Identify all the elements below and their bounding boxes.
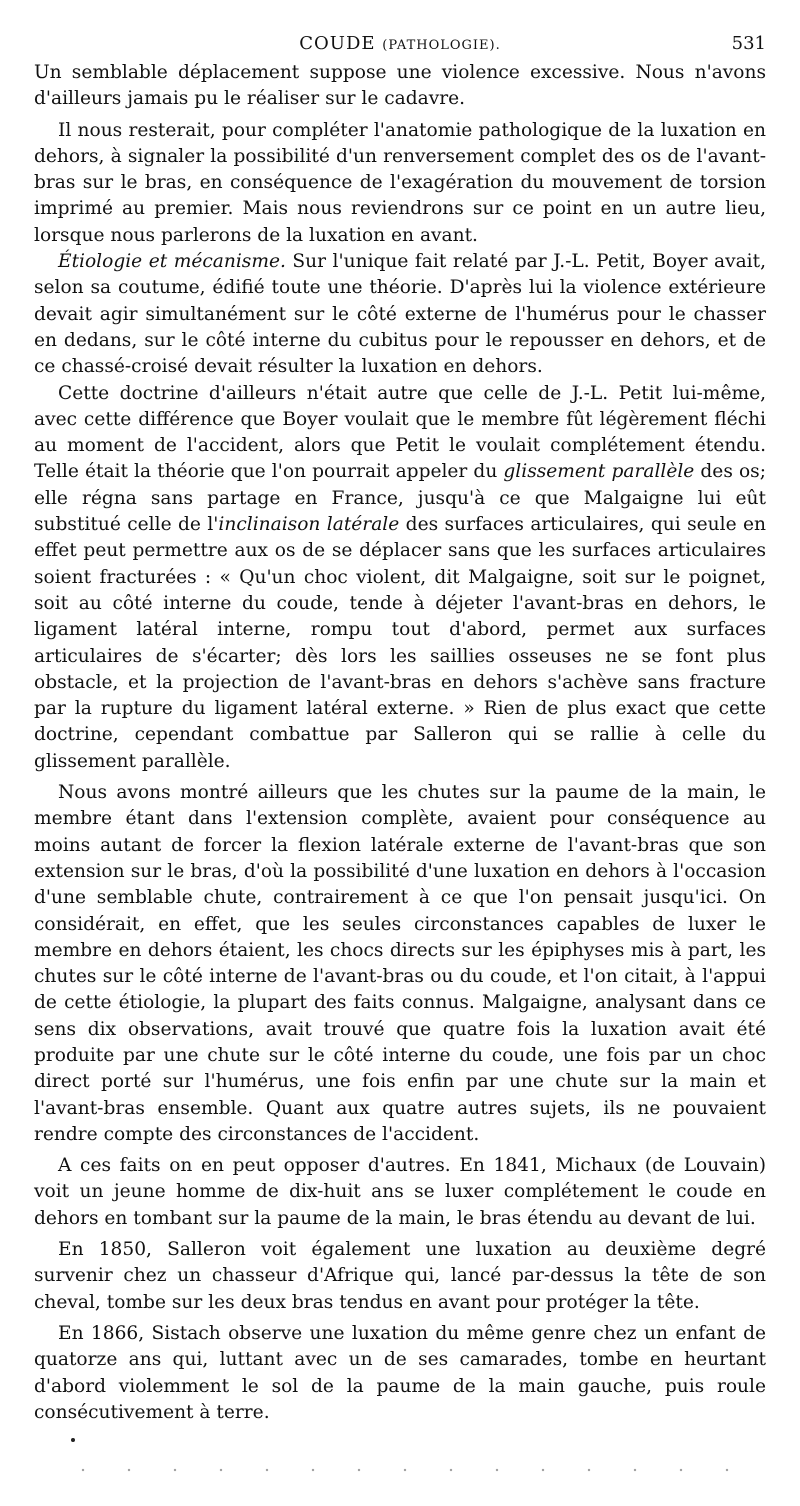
paragraph-8: En 1866, Sistach observe une luxation du même genre chez un enfant de quatorze ans qui, luttant avec un de ses camarades, tombe en heurtant d'abord violemment le sol de la paume de la main gauche, puis roule consécutivement à terre. bbox=[34, 1322, 766, 1423]
running-title bbox=[34, 30, 766, 60]
paragraph-3 bbox=[34, 249, 766, 380]
paragraph-2: Il nous resterait, pour compléter l'anatomie pathologique de la luxation en dehors, à signaler la possibilité d'un renversement complet des os de l'avant-bras sur le bras, en conséquence de l'exagération du mouvement de torsion imprimé au premier. Mais nous reviendrons sur ce point en un autre lieu, lorsque nous parlerons de la luxation en avant. bbox=[34, 119, 766, 246]
term-glissement-parallele: glissement parallèle bbox=[503, 461, 695, 483]
running-title-sub: (PATHOLOGIE). bbox=[382, 38, 501, 53]
running-title-main: COUDE bbox=[299, 33, 376, 54]
paragraph-5: Nous avons montré ailleurs que les chutes sur la paume de la main, le membre étant dans l'extension complète, avaient pour conséquence au moins autant de forcer la flexion latérale externe de l'avant-bras que son extension sur le bras, d'où la possibilité d'une luxation en dehors à l'occasion d'une semblable chute, contrairement à ce que l'on pensait jusqu'ici. On considérait, en effet, que les seules circonstances capables de luxer le membre en dehors étaient, les chocs directs sur les épiphyses mis à part, les chutes sur le côté interne de l'avant-bras ou du coude, et l'on citait, à l'appui de cette étiologie, la plupart des faits connus. Malgaigne, analysant dans ce sens dix observations, avait trouvé que quatre fois la luxation avait été produite par une chute sur le côté interne du coude, une fois par un choc direct porté sur l'humérus, une fois enfin par une chute sur la main et l'avant-bras ensemble. Quant aux quatre autres sujets, ils ne pouvaient rendre compte des circonstances de l'accident. bbox=[34, 782, 766, 1145]
paragraph-1: Un semblable déplacement suppose une violence excessive. Nous n'avons d'ailleurs jamais pu le réaliser sur le cadavre. bbox=[34, 62, 766, 110]
section-heading: Étiologie et mécanisme. bbox=[58, 251, 286, 273]
paragraph-4-part-a: Cette doctrine d'ailleurs n'était autre que celle de J.-L. Petit lui-même, avec cette différence que Boyer voulait que le membre fût légèrement fléchi au moment de l'accident, alors que Petit le voulait complétement étendu. Telle était la théorie que l'on pourrait appeler du bbox=[34, 382, 766, 483]
scan-artifact-dots bbox=[60, 1468, 760, 1472]
running-header bbox=[34, 30, 766, 58]
paragraph-3-text: Sur l'unique fait relaté par J.-L. Petit, Boyer avait, selon sa coutume, édifié toute une théorie. D'après lui la violence extérieure devait agir simultanément sur le côté externe de l'humérus pour le chasser en dedans, sur le côté interne du cubitus pour le repousser en dehors, et de ce chassé-croisé devait résulter la luxation en dehors. bbox=[34, 251, 766, 378]
paragraph-4-part-b: des os; elle régna sans partage en France, jusqu'à ce que Malgaigne lui eût substitué celle de l' bbox=[34, 461, 766, 536]
paragraph-4-part-c: des surfaces articulaires, qui seule en effet peut permettre aux os de se déplacer sans que les surfaces articulaires soient fracturées : « Qu'un choc violent, dit Malgaigne, soit sur le poignet, soit au côté interne du coude, tende à déjeter l'avant-bras en dehors, le ligament latéral interne, rompu tout d'abord, permet aux surfaces articulaires de s'écarter; dès lors les saillies osseuses ne se font plus obstacle, et la projection de l'avant-bras en dehors s'achève sans fracture par la rupture du ligament latéral externe. » Rien de plus exact que cette doctrine, cependant combattue par Salleron qui se rallie à celle du glissement parallèle. bbox=[34, 514, 766, 772]
paragraph-4 bbox=[34, 381, 766, 775]
page-number: 531 bbox=[731, 33, 766, 54]
page-body bbox=[34, 60, 766, 1426]
term-inclinaison-laterale: inclinaison latérale bbox=[218, 514, 400, 536]
paragraph-6: A ces faits on en peut opposer d'autres. En 1841, Michaux (de Louvain) voit un jeune homme de dix-huit ans se luxer complétement le coude en dehors en tombant sur la paume de la main, le bras étendu au devant de lui. bbox=[34, 1155, 766, 1229]
ink-speck bbox=[71, 1438, 75, 1442]
paragraph-7: En 1850, Salleron voit également une luxation au deuxième degré survenir chez un chasseur d'Afrique qui, lancé par-dessus la tête de son cheval, tombe sur les deux bras tendus en avant pour protéger la tête. bbox=[34, 1239, 766, 1313]
